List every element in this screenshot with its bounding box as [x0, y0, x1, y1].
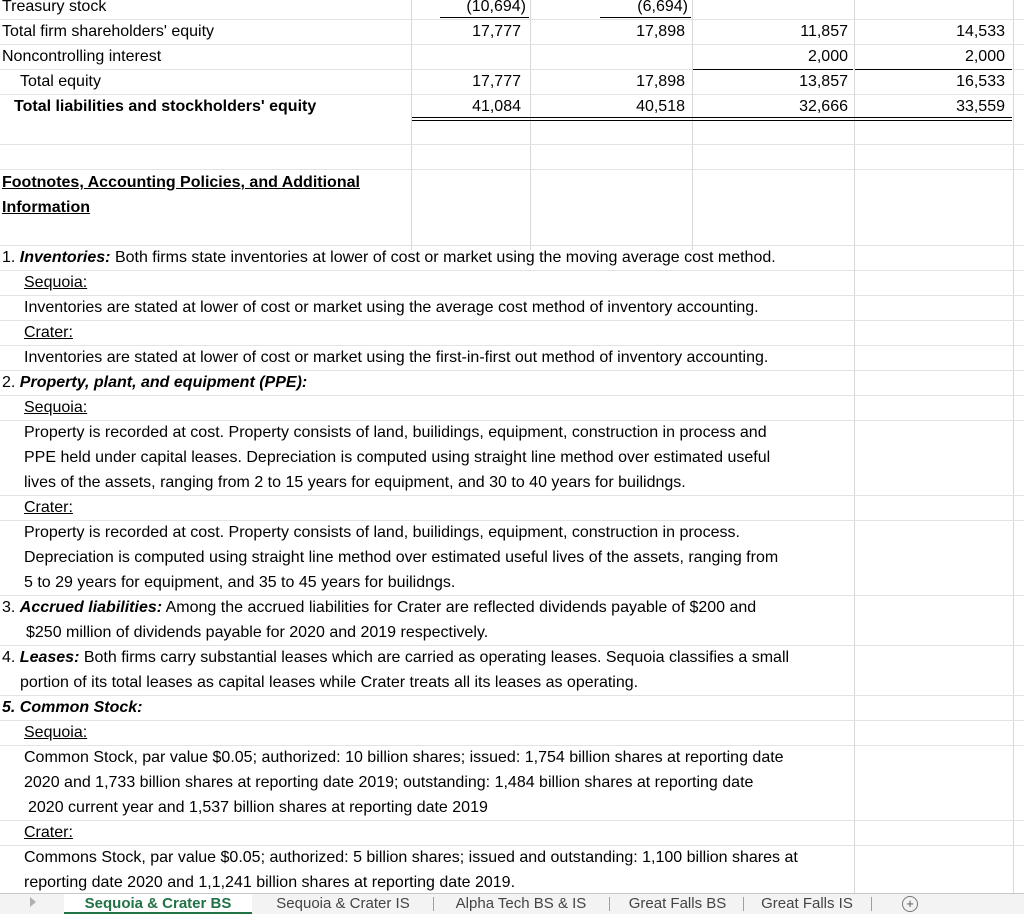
- double-underline: [412, 117, 1012, 118]
- note-number: 1.: [2, 249, 16, 266]
- row-gridline: [0, 820, 1024, 821]
- cell-border: [440, 17, 529, 18]
- note-text: Property is recorded at cost. Property consists of land, builidings, equipment, construction in process and: [24, 424, 767, 441]
- value-cell: 32,666: [799, 98, 848, 115]
- cell-border: [855, 69, 1012, 70]
- row-label: Treasury stock: [2, 0, 107, 15]
- row-gridline: [0, 295, 1024, 296]
- note-title: Inventories:: [19, 249, 111, 266]
- row-gridline: [0, 695, 1024, 696]
- cell-border: [693, 69, 853, 70]
- sequoia-label: Sequoia:: [24, 274, 88, 291]
- row-gridline: [0, 720, 1024, 721]
- value-cell: (10,694): [466, 0, 526, 15]
- value-cell: 14,533: [956, 23, 1005, 40]
- row-gridline: [0, 845, 1024, 846]
- value-cell: 13,857: [799, 73, 848, 90]
- row-gridline: [0, 345, 1024, 346]
- note-title: Leases:: [19, 649, 80, 666]
- row-gridline: [0, 270, 1024, 271]
- note-text: 2020 and 1,733 billion shares at reporting date 2019; outstanding: 1,484 billion shares at reporting date: [24, 774, 754, 791]
- footnotes-heading: Footnotes, Accounting Policies, and Additional: [2, 174, 360, 191]
- value-cell: 17,777: [472, 23, 521, 40]
- note-number: 3.: [2, 599, 16, 616]
- row-gridline: [0, 645, 1024, 646]
- note-1[interactable]: [2, 248, 776, 268]
- note-number: 2.: [2, 374, 16, 391]
- row-gridline: [0, 320, 1024, 321]
- note-text: Among the accrued liabilities for Crater are reflected dividends payable of $200 and: [165, 599, 757, 616]
- note-text: Both firms carry substantial leases which are carried as operating leases. Sequoia classifies a small: [83, 649, 790, 666]
- tab-separator: [871, 897, 872, 911]
- row-gridline: [0, 169, 1024, 170]
- tab-separator: [743, 897, 744, 911]
- value-cell: (6,694): [637, 0, 688, 15]
- note-title: Accrued liabilities:: [19, 599, 163, 616]
- tab-separator: [433, 897, 434, 911]
- cell-border: [600, 17, 691, 18]
- note-5-title[interactable]: 5. Common Stock:: [2, 699, 143, 716]
- crater-label: Crater:: [24, 824, 73, 841]
- value-cell: 2,000: [964, 48, 1005, 65]
- note-number: 4.: [2, 649, 16, 666]
- row-gridline: [0, 19, 1024, 20]
- tab-great-falls-is[interactable]: Great Falls IS: [761, 895, 853, 912]
- value-cell: 2,000: [807, 48, 848, 65]
- note-text: $250 million of dividends payable for 2020 and 2019 respectively.: [26, 624, 489, 641]
- value-cell: 17,777: [472, 73, 521, 90]
- tab-sequoia-crater-is[interactable]: Sequoia & Crater IS: [276, 895, 410, 912]
- note-text: reporting date 2020 and 1,1,241 billion shares at reporting date 2019.: [24, 874, 516, 891]
- value-cell: 33,559: [956, 98, 1005, 115]
- row-gridline: [0, 395, 1024, 396]
- row-gridline: [0, 245, 1024, 246]
- value-cell: 16,533: [956, 73, 1005, 90]
- tab-separator: [609, 897, 610, 911]
- note-text: Depreciation is computed using straight line method over estimated useful lives of the assets, ranging from: [24, 549, 779, 566]
- note-3[interactable]: [2, 598, 756, 618]
- double-underline: [412, 120, 1012, 121]
- note-text: Common Stock, par value $0.05; authorized: 10 billion shares; issued: 1,754 billion shares at reporting date: [24, 749, 784, 766]
- crater-label: Crater:: [24, 499, 73, 516]
- value-cell: 17,898: [636, 73, 685, 90]
- tab-great-falls-bs[interactable]: Great Falls BS: [628, 895, 727, 912]
- row-gridline: [0, 745, 1024, 746]
- note-4[interactable]: [2, 648, 789, 668]
- row-label: Total equity: [20, 73, 101, 90]
- value-cell: 40,518: [636, 98, 685, 115]
- tab-sequoia-crater-bs[interactable]: Sequoia & Crater BS: [64, 894, 252, 914]
- sequoia-label: Sequoia:: [24, 724, 88, 741]
- row-gridline: [0, 94, 1024, 95]
- row-gridline: [0, 44, 1024, 45]
- row-label: Total firm shareholders' equity: [2, 23, 215, 40]
- note-text: Both firms state inventories at lower of cost or market using the moving average cost method.: [114, 249, 776, 266]
- tab-alpha-tech-bs-is[interactable]: Alpha Tech BS & IS: [455, 895, 587, 912]
- note-text: lives of the assets, ranging from 2 to 15 years for equipment, and 30 to 40 years for builidngs.: [24, 474, 686, 491]
- note-text: Commons Stock, par value $0.05; authorized: 5 billion shares; issued and outstanding: 1,100 billion shares at: [24, 849, 798, 866]
- note-text: PPE held under capital leases. Depreciation is computed using straight line method over estimated useful: [24, 449, 771, 466]
- row-gridline: [0, 420, 1024, 421]
- row-gridline: [0, 520, 1024, 521]
- note-text: 2020 current year and 1,537 billion shares at reporting date 2019: [28, 799, 488, 816]
- scroll-tabs-right-icon[interactable]: [30, 897, 36, 907]
- value-cell: 11,857: [800, 23, 848, 40]
- note-title: Property, plant, and equipment (PPE):: [19, 374, 308, 391]
- sheet-tab-bar: [0, 893, 1024, 914]
- note-text: 5 to 29 years for equipment, and 35 to 45 years for builidngs.: [24, 574, 456, 591]
- col-gridline: [1013, 0, 1014, 893]
- row-label: Noncontrolling interest: [2, 48, 162, 65]
- add-sheet-button[interactable]: +: [902, 896, 918, 912]
- note-text: portion of its total leases as capital leases while Crater treats all its leases as operating.: [20, 674, 639, 691]
- value-cell: 41,084: [472, 98, 521, 115]
- note-text: Inventories are stated at lower of cost or market using the first-in-first out method of inventory accounting.: [24, 349, 769, 366]
- row-gridline: [0, 370, 1024, 371]
- value-cell: 17,898: [636, 23, 685, 40]
- footnotes-heading-line2: Information: [2, 199, 90, 216]
- note-text: Inventories are stated at lower of cost or market using the average cost method of inventory accounting.: [24, 299, 759, 316]
- sequoia-label: Sequoia:: [24, 399, 88, 416]
- crater-label: Crater:: [24, 324, 73, 341]
- row-gridline: [0, 144, 1024, 145]
- note-text: Property is recorded at cost. Property consists of land, builidings, equipment, construction in process.: [24, 524, 740, 541]
- row-gridline: [0, 495, 1024, 496]
- col-gridline: [854, 0, 855, 893]
- row-gridline: [0, 595, 1024, 596]
- note-2[interactable]: [2, 373, 307, 393]
- row-label: Total liabilities and stockholders' equity: [14, 98, 317, 115]
